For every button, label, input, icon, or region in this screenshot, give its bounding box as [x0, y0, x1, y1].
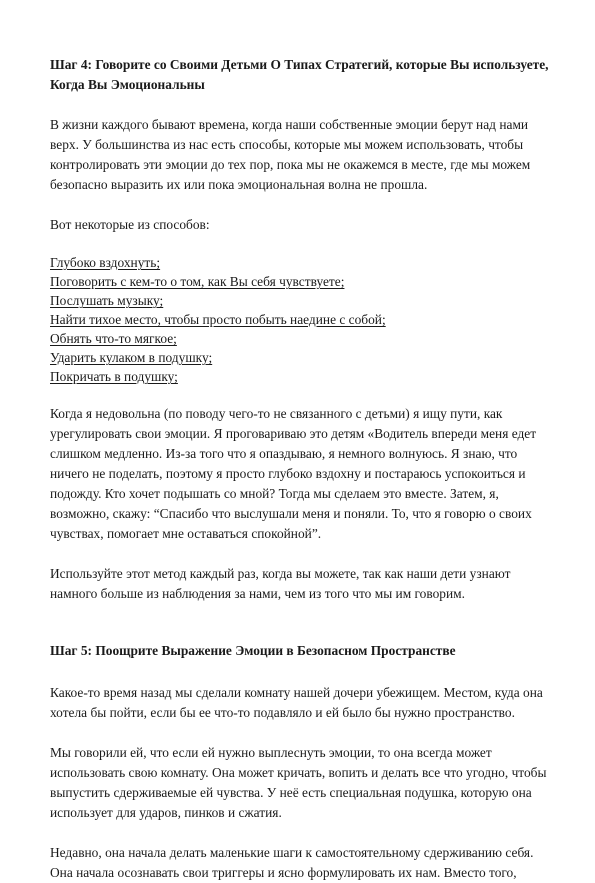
step5-paragraph-progress: Недавно, она начала делать маленькие шаги к самостоятельному сдерживанию себя. Она начала осознавать свои триггеры и ясно формулировать их нам. Вместо того, [50, 845, 534, 880]
step4-paragraph-methods-lead: Вот некоторые из способов: [50, 217, 210, 232]
coping-methods-list [50, 253, 550, 386]
list-item: Поговорить с кем-то о том, как Вы себя чувствуете; [50, 274, 345, 289]
document-page [50, 55, 550, 883]
list-item: Покричать в подушку; [50, 369, 178, 384]
list-item: Обнять что-то мягкое; [50, 331, 177, 346]
step4-paragraph-advice: Используйте этот метод каждый раз, когда вы можете, так как наши дети узнают намного больше из наблюдения за нами, чем из того что мы им говорим. [50, 566, 511, 601]
step5-paragraph-emotions: Мы говорили ей, что если ей нужно выплеснуть эмоции, то она всегда может использовать свою комнату. Она может кричать, вопить и делать все что угодно, чтобы выпустить сдерживаемые ей чувства. У неё есть специальная подушка, которую она использует для ударов, пинков и сжатия. [50, 745, 547, 820]
step4-paragraph-example: Когда я недовольна (по поводу чего-то не связанного с детьми) я ищу пути, как урегулировать свои эмоции. Я проговариваю это детям «Водитель впереди меня едет слишком медленно. Из-за того что я опаздываю, я немного волнуюсь. Я знаю, что ничего не поделать, поэтому я просто глубоко вздохну и постараюсь успокоиться и подожду. Кто хочет подышать со мной? Тогда мы сделаем это вместе. Затем, я, возможно, скажу: “Спасибо что выслушали меня и поняли. То, что я говорю о своих чувствах, помогает мне оставаться спокойной”. [50, 406, 537, 541]
step4-paragraph-intro: В жизни каждого бывают времена, когда наши собственные эмоции берут над нами верх. У большинства из нас есть способы, которые мы можем использовать, чтобы контролировать эти эмоции до тех пор, пока мы не окажемся в месте, где мы можем безопасно выразить их или пока эмоциональная волна не прошла. [50, 117, 531, 192]
list-item: Найти тихое место, чтобы просто побыть наедине с собой; [50, 312, 386, 327]
list-item: Ударить кулаком в подушку; [50, 350, 213, 365]
step5-paragraph-room: Какое-то время назад мы сделали комнату нашей дочери убежищем. Местом, куда она хотела бы пойти, если бы ее что-то подавляло и ей было бы нужно пространство. [50, 685, 543, 720]
step5-heading: Шаг 5: Поощрите Выражение Эмоции в Безопасном Пространстве [50, 643, 456, 658]
step4-heading: Шаг 4: Говорите со Своими Детьми О Типах Стратегий, которые Вы используете, Когда Вы Эмоциональны [50, 57, 549, 92]
list-item: Послушать музыку; [50, 293, 164, 308]
list-item: Глубоко вздохнуть; [50, 255, 161, 270]
